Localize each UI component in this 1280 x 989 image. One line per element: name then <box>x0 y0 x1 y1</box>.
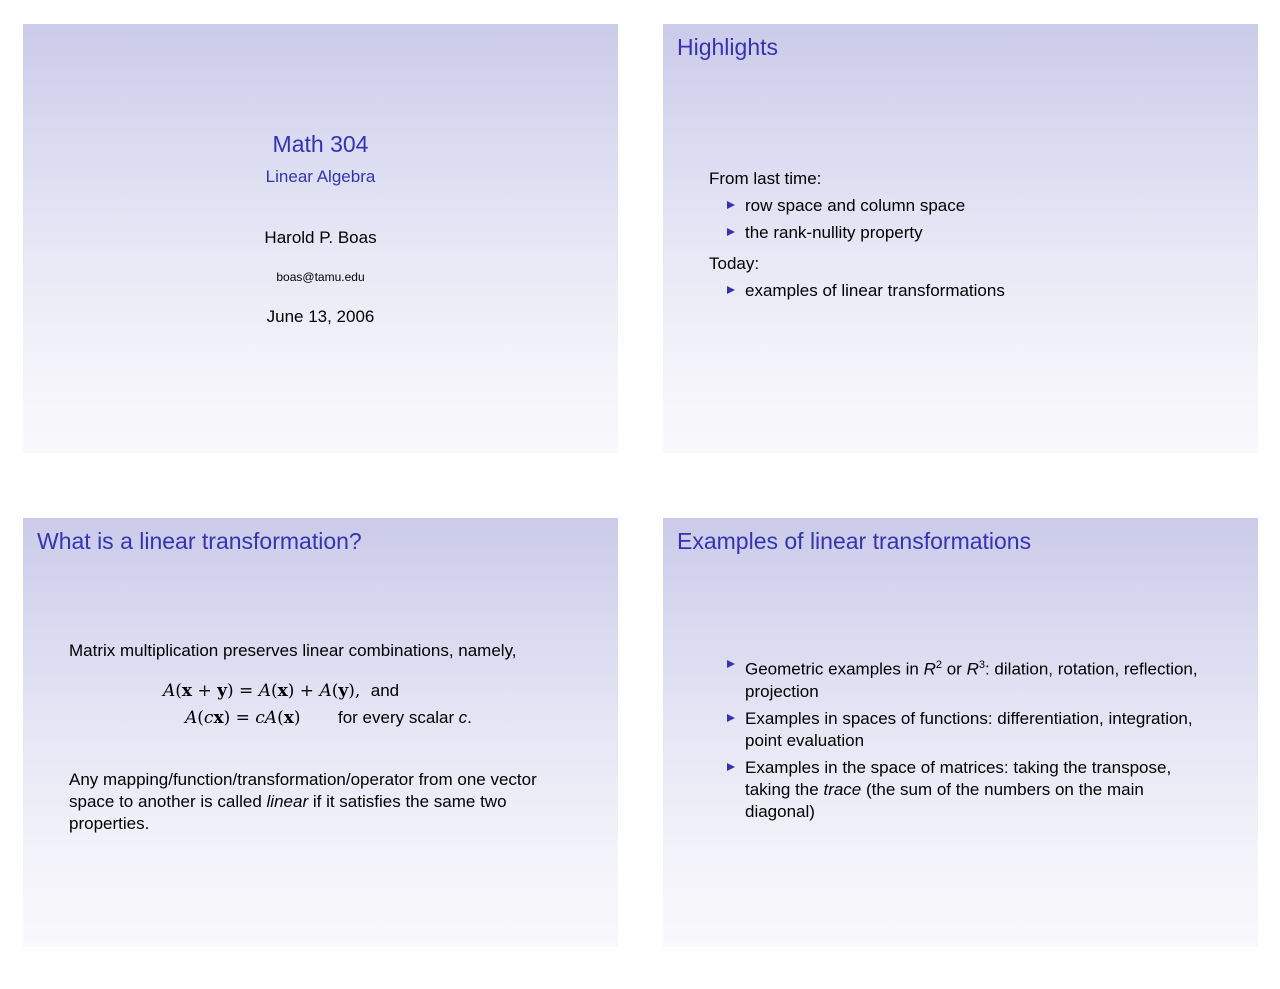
section-label-today: Today: <box>709 254 760 273</box>
examples-list <box>709 654 1209 823</box>
author-name: Harold P. Boas <box>264 228 377 247</box>
list-item-text: the rank-nullity property <box>745 223 923 242</box>
list-item-text: Examples in spaces of functions: differentiation, integration, point evaluation <box>745 708 1193 750</box>
list-item-text: Geometric examples in <box>745 659 919 679</box>
list-item <box>709 654 1209 703</box>
presentation-date: June 13, 2006 <box>266 307 375 326</box>
list-item-text-end: (the sum of the numbers on the main diagonal) <box>745 779 1144 821</box>
scalar-var: c <box>458 708 468 727</box>
and-word: and <box>370 681 400 700</box>
examples-slide <box>663 518 1258 947</box>
last-time-list <box>709 195 1229 244</box>
list-item <box>709 280 1229 302</box>
exponent: 2 <box>935 659 942 671</box>
list-item-text-end: : dilation, rotation, reflection, projection <box>745 659 1198 701</box>
equation-additivity: A(x + y) = A(x) + A(y), and <box>163 681 400 701</box>
bullet-triangle-icon <box>727 660 735 668</box>
bullet-triangle-icon <box>727 228 735 236</box>
linear-emphasis: linear <box>266 792 309 811</box>
today-list <box>709 280 1229 302</box>
presentation-subtitle: Linear Algebra <box>265 167 376 186</box>
bullet-triangle-icon <box>727 763 735 771</box>
definition-slide <box>23 518 618 947</box>
bullet-triangle-icon <box>727 201 735 209</box>
math-r: R <box>966 659 979 679</box>
definition-text: Any mapping/function/transformation/operator from one vector space to another is called <box>69 770 537 811</box>
intro-text: Matrix multiplication preserves linear combinations, namely, <box>69 641 517 660</box>
equation-homogeneity: A(cx) = cA(x) for every scalar c. <box>185 708 472 728</box>
title-slide <box>23 24 618 453</box>
list-item <box>709 708 1209 752</box>
section-label-last-time: From last time: <box>709 169 822 188</box>
trace-emphasis: trace <box>823 779 862 799</box>
definition-paragraph <box>69 769 574 835</box>
slide-title: Highlights <box>677 34 778 60</box>
highlights-body <box>709 168 1229 302</box>
math-r: R <box>923 659 936 679</box>
scalar-text: for every scalar <box>337 708 455 727</box>
exponent: 3 <box>978 659 985 671</box>
presentation-title: Math 304 <box>272 131 369 157</box>
list-item <box>709 222 1229 244</box>
or-word: or <box>946 659 962 679</box>
list-item-text: examples of linear transformations <box>745 281 1005 300</box>
slide-title: What is a linear transformation? <box>37 528 362 554</box>
definition-text-end: if it satisfies the same two properties. <box>69 792 507 833</box>
list-item-text: row space and column space <box>745 196 966 215</box>
list-item <box>709 195 1229 217</box>
list-item-text: Examples in the space of matrices: taking the transpose, taking the <box>745 757 1172 799</box>
list-item <box>709 757 1209 823</box>
bullet-triangle-icon <box>727 714 735 722</box>
slide-title: Examples of linear transformations <box>677 528 1032 554</box>
author-email: boas@tamu.edu <box>276 270 365 284</box>
bullet-triangle-icon <box>727 286 735 294</box>
highlights-slide <box>663 24 1258 453</box>
